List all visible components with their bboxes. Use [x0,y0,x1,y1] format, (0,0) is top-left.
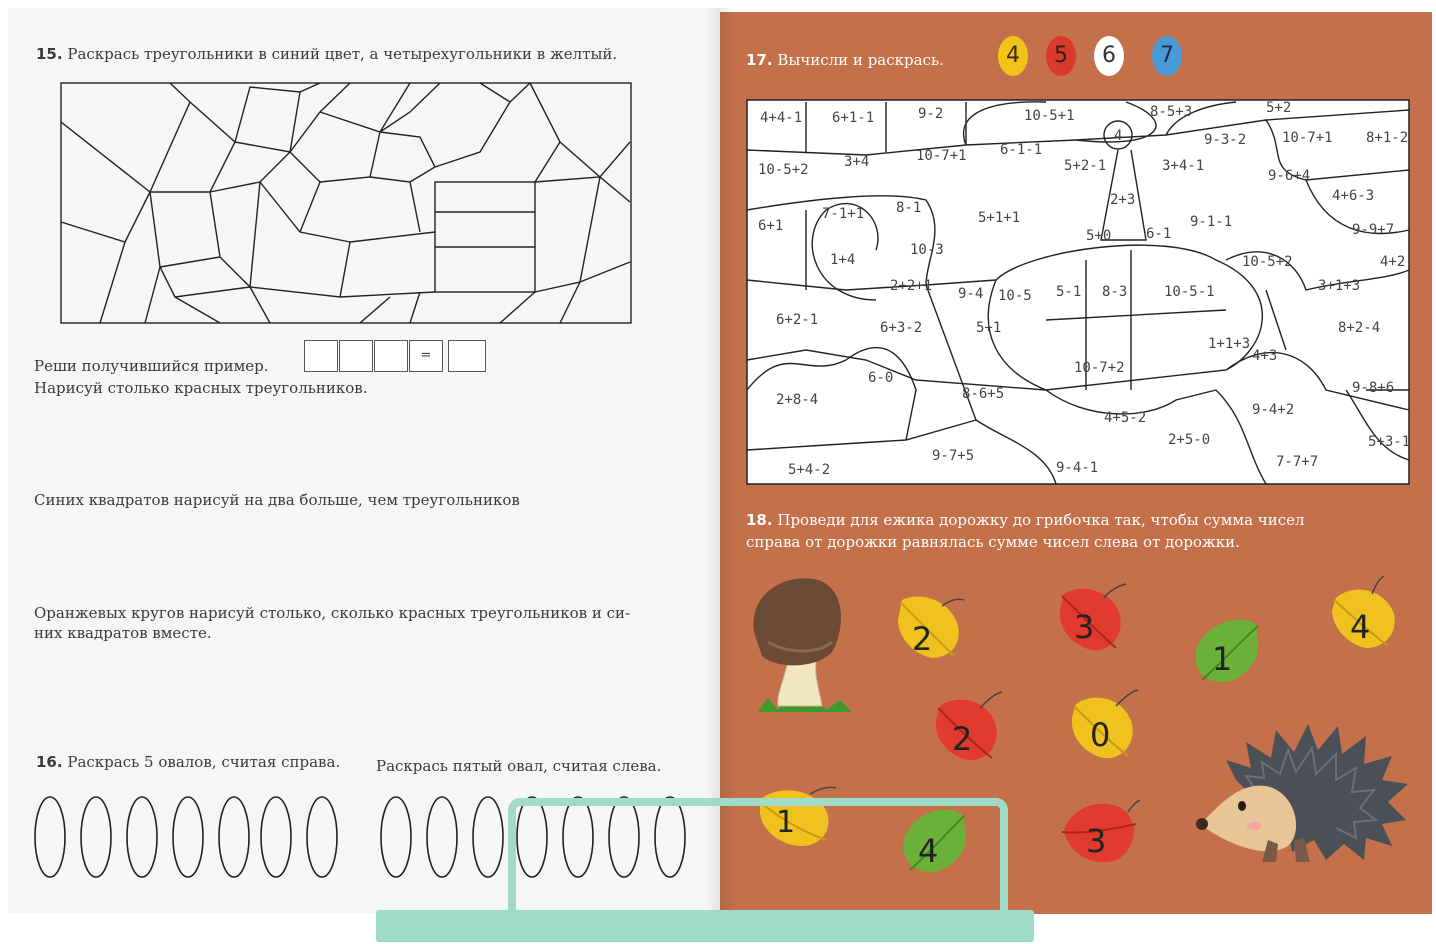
leaf-4[interactable] [1326,574,1402,654]
oval-left-5[interactable] [219,797,249,877]
puzzle-expr-7: 9-3-2 [1204,132,1247,148]
puzzle-expr-31: 4+2 [1380,254,1406,270]
stand-wire-frame [508,798,1008,936]
leaf-2[interactable] [1054,582,1130,658]
puzzle-expr-27: 6-1 [1146,226,1172,242]
puzzle-expr-3: 9-2 [918,106,944,122]
puzzle-expr-6: 5+2 [1266,100,1292,116]
puzzle-expr-41: 8+2-4 [1338,320,1381,336]
puzzle-expr-44: 6-0 [868,370,894,386]
puzzle-expr-32: 2+2+1 [890,278,933,294]
puzzle-expr-19: 6+1 [758,218,784,234]
page-gutter-shadow [705,8,735,913]
puzzle-expr-51: 2+5-0 [1168,432,1211,448]
puzzle-expr-38: 10-5-1 [1164,284,1215,300]
color-key-badge-4: 4 [998,36,1028,76]
leaf-5-number: 2 [952,720,973,758]
puzzle-expr-21: 8-1 [896,200,922,216]
puzzle-expr-10: 10-5+2 [758,162,809,178]
puzzle-expr-40: 6+3-2 [880,320,923,336]
puzzle-expr-56: 7-7+7 [1276,454,1319,470]
task16-instruction-b: Раскрась пятый овал, считая слева. [376,757,662,775]
puzzle-expr-35: 10-5 [998,288,1032,304]
color-key-badge-6: 6 [1094,36,1124,76]
leaf-2-number: 3 [1074,608,1095,646]
task18-heading-line1 [746,510,1305,530]
puzzle-expr-13: 6-1-1 [1000,142,1043,158]
oval-right-3[interactable] [473,797,503,877]
red-triangles-instruction: Нарисуй столько красных треугольников. [34,379,368,397]
leaf-9-number: 3 [1086,822,1107,860]
oval-right-1[interactable] [381,797,411,877]
orange-circles-instruction-line1: Оранжевых кругов нарисуй столько, сколько красных треугольников и си- [34,604,631,622]
puzzle-expr-46: 2+8-4 [776,392,819,408]
puzzle-expr-30: 10-3 [910,242,944,258]
puzzle-expr-55: 9-4-1 [1056,460,1099,476]
task16-number: 16. [36,753,63,771]
puzzle-expr-43: 4+3 [1252,348,1278,364]
leaf-8-number: 4 [918,832,939,870]
task16-heading [36,752,340,772]
puzzle-expr-8: 10-7+1 [1282,130,1333,146]
task17-heading [746,50,944,70]
puzzle-expr-23: 2+3 [1110,192,1136,208]
oval-left-4[interactable] [173,797,203,877]
color-key-badge-7: 7 [1152,36,1182,76]
puzzle-expr-54: 5+4-2 [788,462,831,478]
puzzle-expr-17: 4 [1114,128,1123,144]
task18-instruction-line1: Проведи для ежика дорожку до грибочка так, чтобы сумма чисел [777,511,1305,529]
puzzle-expr-39: 6+2-1 [776,312,819,328]
puzzle-expr-1: 4+4-1 [760,110,803,126]
puzzle-expr-36: 5-1 [1056,284,1082,300]
oval-right-2[interactable] [427,797,457,877]
blue-squares-instruction: Синих квадратов нарисуй на два больше, чем треугольников [34,491,520,509]
puzzle-expr-50: 9-4+2 [1252,402,1295,418]
puzzle-expr-11: 3+4 [844,154,870,170]
leaf-6-number: 0 [1090,716,1111,754]
shapes-mosaic [60,82,632,324]
puzzle-expr-25: 9-9+7 [1352,222,1395,238]
leaf-6[interactable] [1066,686,1142,766]
task17-number: 17. [746,51,773,69]
puzzle-expr-5: 8-5+3 [1150,104,1193,120]
answer-box-1[interactable] [304,340,338,372]
equals-box: = [409,340,443,372]
puzzle-expr-2: 6+1-1 [832,110,875,126]
puzzle-expr-28: 10-5+2 [1242,254,1293,270]
puzzle-expr-52: 5+3-1 [1368,434,1411,450]
answer-box-result[interactable] [448,340,486,372]
puzzle-expr-47: 8-6+5 [962,386,1005,402]
puzzle-expr-16: 9-6+4 [1268,168,1311,184]
puzzle-expr-45: 10-7+2 [1074,360,1125,376]
puzzle-expr-34: 9-4 [958,286,984,302]
puzzle-expr-24: 9-1-1 [1190,214,1233,230]
leaf-1-number: 2 [912,620,933,658]
oval-left-6[interactable] [261,797,291,877]
leaf-3-number: 1 [1212,640,1233,678]
task15-heading [36,44,617,64]
puzzle-expr-37: 8-3 [1102,284,1128,300]
leaf-7-number: 1 [776,805,796,840]
puzzle-expr-15: 3+4-1 [1162,158,1205,174]
task15-instruction: Раскрась треугольники в синий цвет, а четырехугольники в желтый. [67,45,618,63]
task17-instruction: Вычисли и раскрась. [777,51,944,69]
puzzle-expr-57: 5+1 [976,320,1002,336]
oval-left-1[interactable] [35,797,65,877]
task18-instruction-line2: справа от дорожки равнялась сумме чисел слева от дорожки. [746,533,1240,551]
color-by-number-puzzle [746,90,1412,486]
oval-left-3[interactable] [127,797,157,877]
task16-instruction-a: Раскрась 5 овалов, считая справа. [67,753,341,771]
puzzle-expr-12: 10-7+1 [916,148,967,164]
puzzle-expr-53: 9-7+5 [932,448,975,464]
orange-circles-instruction-line2: них квадратов вместе. [34,624,212,642]
puzzle-expr-14: 5+2-1 [1064,158,1107,174]
leaf-4-number: 4 [1350,608,1371,646]
puzzle-expr-42: 1+1+3 [1208,336,1251,352]
answer-box-2[interactable] [339,340,373,372]
puzzle-expr-18: 4+6-3 [1332,188,1375,204]
leaf-9[interactable] [1058,796,1142,872]
puzzle-expr-33: 3+1+3 [1318,278,1361,294]
leaf-3[interactable] [1186,614,1266,690]
hedgehog-illustration [1196,720,1412,870]
leaf-1[interactable] [892,592,968,664]
task18-number: 18. [746,511,773,529]
leaf-5[interactable] [930,688,1006,768]
puzzle-expr-29: 1+4 [830,252,856,268]
puzzle-expr-4: 10-5+1 [1024,108,1075,124]
solve-instruction: Реши получившийся пример. [34,357,269,375]
puzzle-expr-20: 7-1+1 [822,206,865,222]
puzzle-expr-49: 4+5-2 [1104,410,1147,426]
mushroom-illustration [748,572,860,722]
answer-box-3[interactable] [374,340,408,372]
oval-left-7[interactable] [307,797,337,877]
puzzle-expr-26: 5+0 [1086,228,1112,244]
task15-number: 15. [36,45,63,63]
puzzle-expr-9: 8+1-2 [1366,130,1409,146]
color-key-badge-5: 5 [1046,36,1076,76]
puzzle-expr-48: 9-8+6 [1352,380,1395,396]
puzzle-expr-22: 5+1+1 [978,210,1021,226]
oval-left-2[interactable] [81,797,111,877]
